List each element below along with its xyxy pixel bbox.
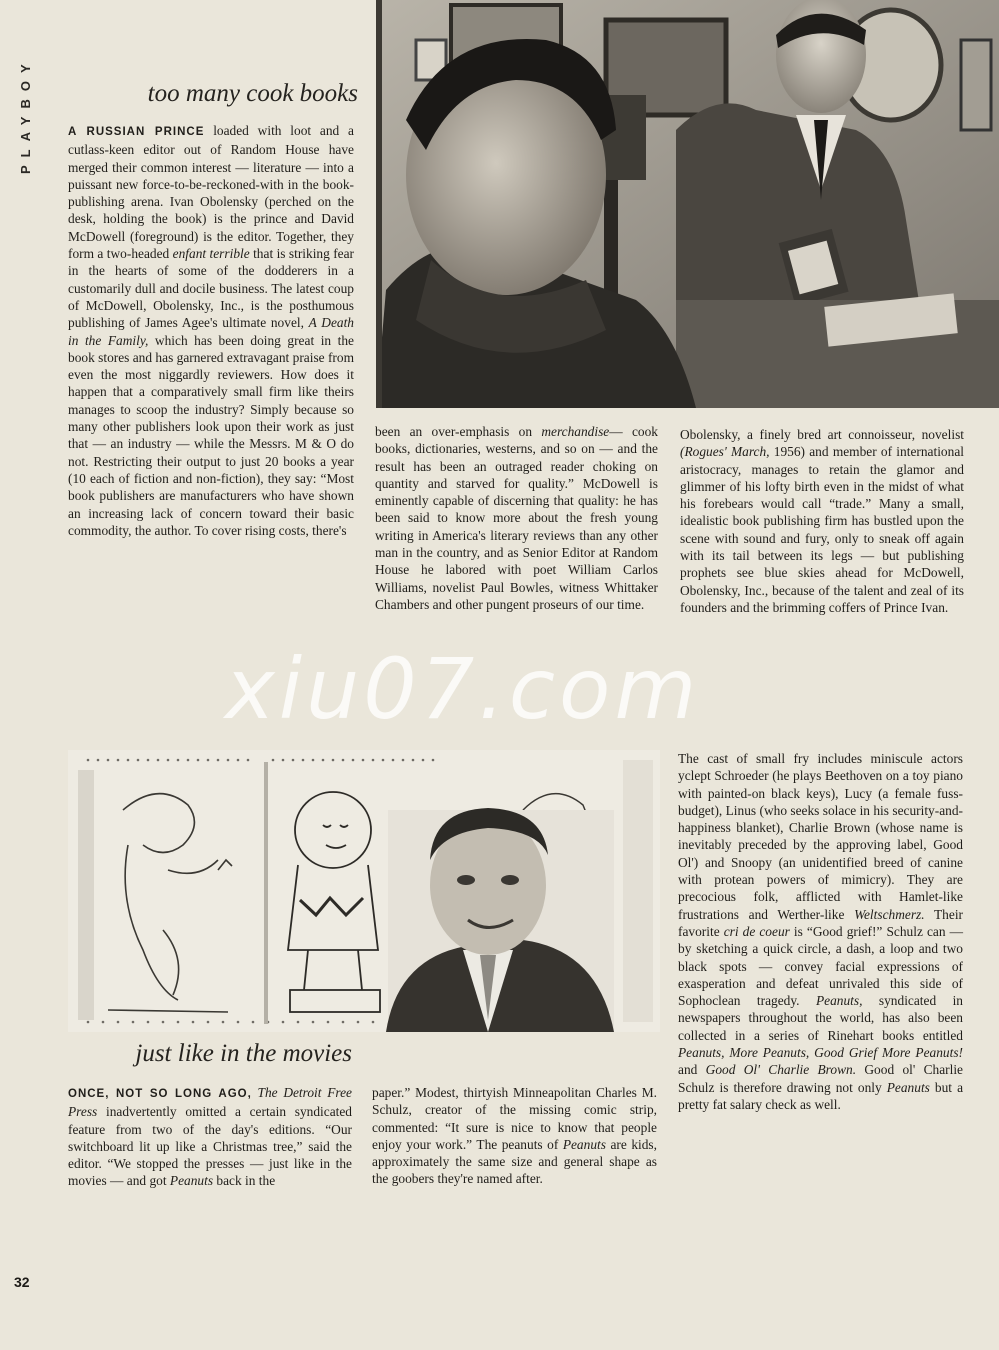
article2-column-1 [68,1084,352,1190]
article2-col3-italic-2: cri de coeur [723,923,790,939]
article2-col1-italic-0: The Detroit Free Press [68,1085,352,1120]
editors-photo-drawing [376,0,999,408]
article1-col1-text-2: that is striking fear in the hearts of some of the dodderers in a customarily dull and docile business. The latest coup of McDowell, Obolensky, Inc., is the posthumous publishing of James Agee's ultimate novel, [68,246,355,331]
article2-col1-italic-1: Peanuts [169,1173,214,1189]
peanuts-photo-drawing [68,750,660,1032]
peanuts-photo [68,750,660,1032]
article2-lead-in: ONCE, NOT SO LONG AGO, [68,1088,252,1100]
article2-col1-text-1: inadvertently omitted a certain syndicated feature from two of the day's editions. “Our switchboard lit up like a Christmas tree,” said the editor. “We stopped the presses — just like in the movies — and got [68,1104,352,1189]
article1-col3-text-1: Obolensky, a finely bred art connoisseur, novelist [680,427,964,442]
article2-col1-text-2: back in the [213,1173,276,1189]
article2-col3-text-1: The cast of small fry includes miniscule actors yclept Schroeder (he plays Beethoven on a toy piano with painted-on black keys), Lucy (a female fuss-budget), Linus (who seeks solace in his security-and-happiness blanket), Charlie Brown (whose name is inevitably preceded by the approving label, Good Ol') and Snoopy (an unidentified breed of canine with protean powers of mimicry). They are precocious folk, afflicted with Hamlet-like frustrations and Werther-like [678,751,963,922]
article1-column-3 [680,426,964,616]
article2-col3-text-6: Good ol' Charlie Schulz is therefore drawing not only [678,1062,963,1095]
article2-col2-italic-1: Peanuts [562,1136,606,1152]
article2-col2-text-1: paper.” Modest, thirtyish Minneapolitan Charles M. Schulz, creator of the missing comic strip, commented: “It sure is nice to know that people enjoy your work.” The peanuts of [372,1085,657,1152]
article2-column-3 [678,750,963,1113]
magazine-spine-label: PLAYBOY [18,56,33,174]
article1-col2-italic-1: merchandise [541,424,610,439]
article2-col3-italic-6: Peanuts [886,1079,930,1095]
article2-col2-text-2: are kids, approximately the same size and general shape as the goobers they're named after. [372,1136,657,1187]
article2-col3-italic-3: Peanuts, [815,993,863,1009]
article1-col1-text-1: loaded with loot and a cutlass-keen editor out of Random House have merged their common interest — literature — into a puissant new force-to-be-reckoned-with in the book-publishing arena. Ivan Obolensky (perched on the desk, holding the book) is the prince and David McDowell (foreground) is the editor. Together, they form a two-headed [68,123,354,262]
article1-lead-in: A RUSSIAN PRINCE [68,126,205,138]
article1-col2-text-2: — cook books, dictionaries, westerns, and so on — and the result has been an outraged reader choking on quantity and starved for quality.” McDowell is eminently capable of discerning that quality: he has been said to know more about the fresh young writing in America's literary reviews than any other man in the country, and as Senior Editor at Random House he labored with poet William Carlos Williams, novelist Paul Bowles, witness Whittaker Chambers and other pungent proseurs of our time. [375,424,658,612]
article2-col3-text-7: but a pretty fat salary check as well. [678,1079,964,1112]
article1-column-2 [375,423,658,613]
article1-col1-italic-2: A Death in the Family, [68,315,355,348]
article1-col2-text-1: been an over-emphasis on [375,424,542,439]
article1-col1-italic-1: enfant terrible [172,246,250,262]
article1-title: too many cook books [147,80,358,107]
page-number: 32 [14,1274,30,1290]
article2-col3-italic-1: Weltschmerz. [854,906,925,922]
editors-photo [376,0,999,408]
article1-col1-text-3: which has been doing great in the book stores and has garnered extravagant praise from even the most niggardly reviewers. How does it happen that a comparatively small firm like theirs manages to scoop the industry? Simply because so many other publishers look upon their work as just that — an industry — while the Messrs. M & O do not. Restricting their output to just 20 books a year (10 each of fiction and non-fiction), they say: “Most book publishers are manufacturers who have shown an increasing lack of concern toward their basic commodity, the author. To cover rising costs, there's [68,332,355,538]
watermark: xiu07.com [225,640,701,738]
article2-column-2 [372,1084,657,1188]
article2-col3-italic-5: Good Ol' Charlie Brown. [705,1062,857,1078]
article1-col3-text-2: 1956) and member of international aristocracy, manages to retain the glamor and glimmer of his lofty birth even in the midst of what his forebears would call “trade.” Many a small, idealistic book publishing firm has bustled upon the scene with sound and fury, only to sneak off again with its tail between its legs — but publishing prophets see blue skies ahead for McDowell, Obolensky, Inc., because of the talent and zeal of its founders and the brimming coffers of Prince Ivan. [680,444,964,615]
article1-col3-italic-1: (Rogues' March, [680,444,770,460]
article2-col3-text-3: is “Good grief!” Schulz can — by sketching a quick circle, a dash, a loop and two black spots — convey facial expressions of exasperation and defeat unrivaled this side of Sophoclean tragedy. [678,923,963,1009]
article2-title: just like in the movies [135,1040,352,1067]
article2-col3-italic-4: Peanuts, More Peanuts, Good Grief More Peanuts! [678,1045,963,1061]
article2-col3-text-2: Their favorite [678,906,964,939]
article2-col3-text-4: syndicated in newspapers throughout the world, has also been collected in a series of Rinehart books entitled [678,993,963,1043]
article2-col3-text-5: and [678,1062,706,1078]
article1-column-1 [68,122,354,539]
